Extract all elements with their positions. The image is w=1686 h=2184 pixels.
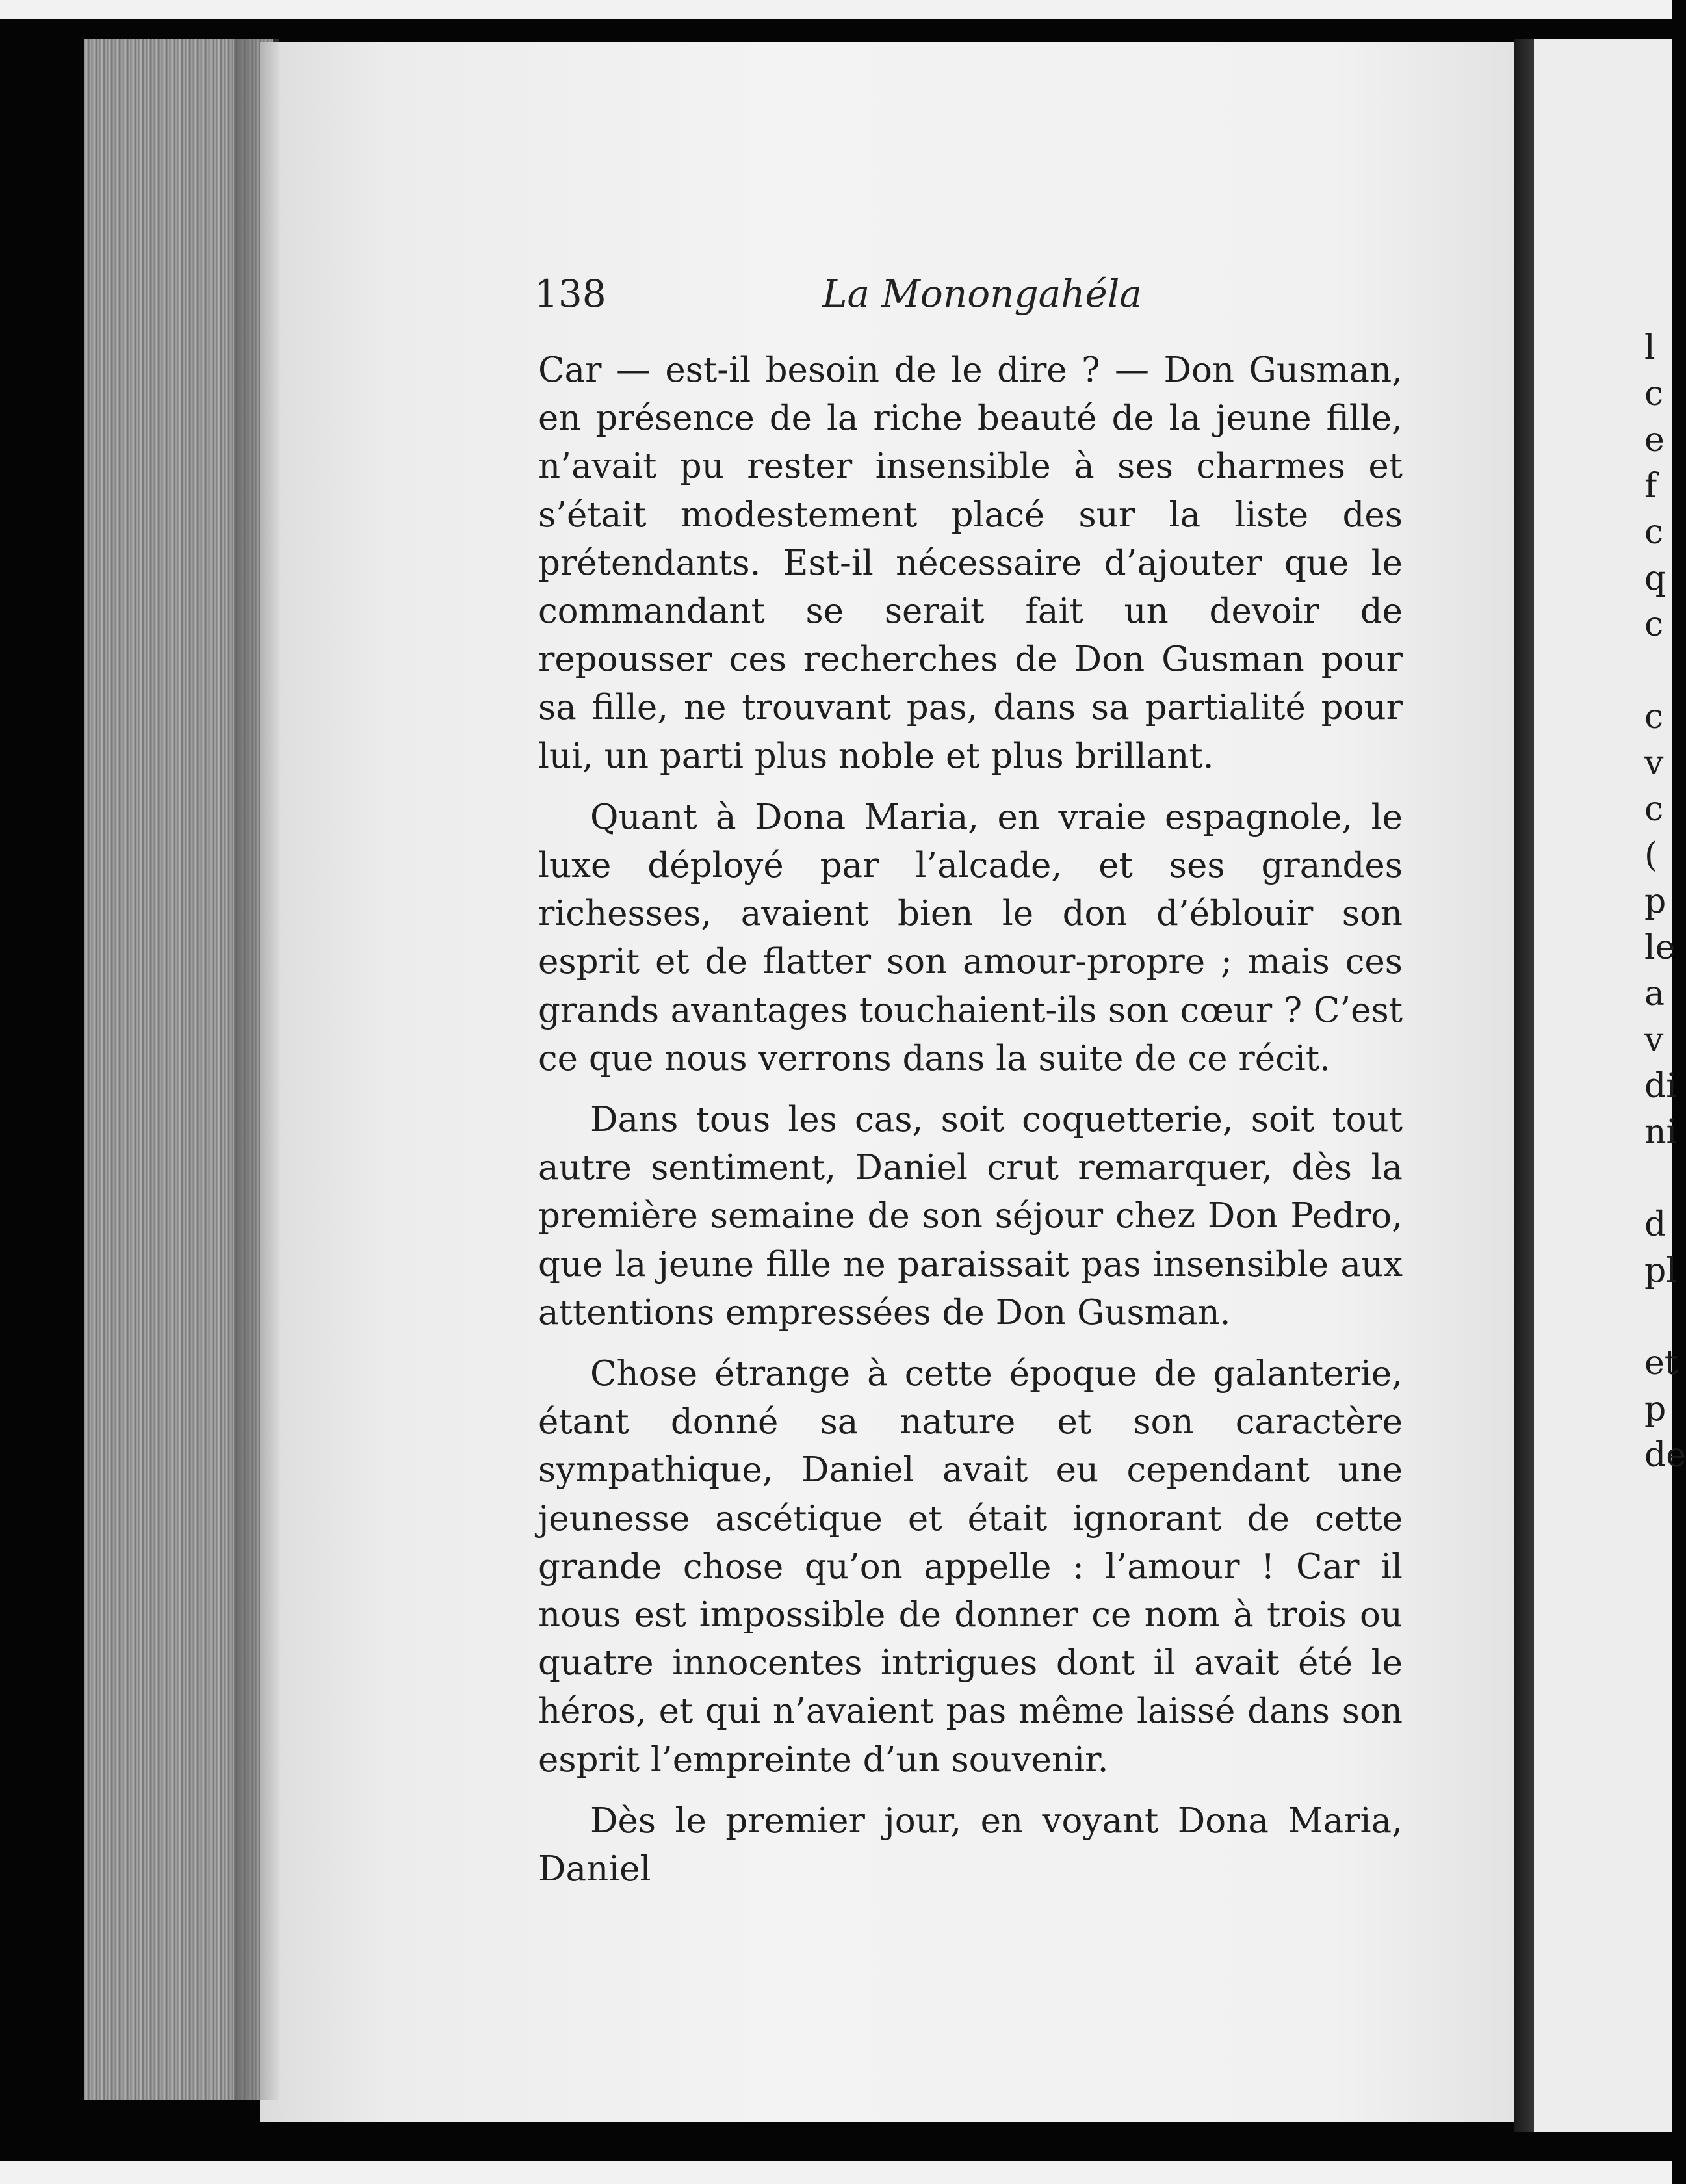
facing-page-fragment: c: [1644, 513, 1664, 552]
facing-page-fragment: pl: [1644, 1251, 1677, 1290]
facing-page-fragment: v: [1644, 1020, 1664, 1060]
paragraph: Chose étrange à cette époque de galanterie, étant donné sa nature et son caractère sympathique, Daniel avait eu cependant une jeunesse ascétique et était ignorant de cette grande chose qu’on appelle : l’amour ! Car il nous est impossible de donner ce nom à trois ou quatre innocentes intrigues dont il avait été le héros, et qui n’avaient pas même laissé dans son esprit l’empreinte d’un souvenir.: [538, 1354, 1403, 1780]
facing-page-fragment: a: [1644, 974, 1665, 1013]
facing-page-fragment: f: [1644, 467, 1657, 506]
paragraph: Quant à Dona Maria, en vraie espagnole, le luxe déployé par l’alcade, et ses grandes richesses, avaient bien le don d’éblouir son esprit et de flatter son amour-propre ; mais ces grands avantages touchaient-ils son cœur ? C’est ce que nous verrons dans la suite de ce récit.: [538, 797, 1403, 1078]
facing-page-fragment: c: [1644, 605, 1664, 644]
body-text: [538, 346, 1403, 1893]
facing-page-fragment: c: [1644, 790, 1664, 829]
paragraph: Dans tous les cas, soit coquetterie, soit tout autre sentiment, Daniel crut remarquer, dès la première semaine de son séjour chez Don Pedro, que la jeune fille ne paraissait pas insensible aux attentions empressées de Don Gusman.: [538, 1100, 1403, 1332]
facing-page-fragment: q: [1644, 559, 1667, 598]
facing-page-fragment: de: [1644, 1436, 1686, 1475]
facing-page-fragment: [1644, 1156, 1672, 1202]
facing-page-fragment: v: [1644, 744, 1664, 783]
scan-frame-top: [0, 0, 1672, 20]
page-number: 138: [534, 272, 606, 316]
facing-page-text: [1644, 325, 1686, 1479]
facing-page-fragment: e: [1644, 421, 1665, 460]
facing-page-fragment: [1644, 1294, 1672, 1340]
facing-page-fragment: [1644, 648, 1672, 694]
facing-page-fragment: d: [1644, 1205, 1667, 1244]
paragraph: Car — est-il besoin de le dire ? — Don Gusman, en présence de la riche beauté de la jeune fille, n’avait pu rester insensible à ses charmes et s’était modestement placé sur la liste des prétendants. Est-il nécessaire d’ajouter que le commandant se serait fait un devoir de repousser ces recherches de Don Gusman pour sa fille, ne trouvant pas, dans sa partialité pour lui, un parti plus noble et plus brillant.: [538, 350, 1403, 776]
facing-page-fragment: c: [1644, 697, 1664, 736]
scan-frame-bottom: [0, 2161, 1672, 2184]
facing-page-fragment: le: [1644, 928, 1676, 967]
facing-page-fragment: di: [1644, 1067, 1677, 1106]
facing-page-fragment: c: [1644, 374, 1664, 413]
facing-page-fragment: p: [1644, 882, 1667, 921]
book-gutter: [1514, 39, 1537, 2132]
paragraph: Dès le premier jour, en voyant Dona Maria, Daniel: [538, 1800, 1403, 1890]
facing-page-fragment: p: [1644, 1390, 1667, 1429]
facing-page-fragment: et: [1644, 1344, 1678, 1383]
running-head: La Monongahéla: [822, 272, 1142, 316]
page-edge-shadow: [234, 39, 279, 2100]
facing-page-fragment: ni: [1644, 1113, 1678, 1152]
facing-page-fragment: (: [1644, 836, 1658, 875]
facing-page-fragment: l: [1644, 328, 1655, 367]
